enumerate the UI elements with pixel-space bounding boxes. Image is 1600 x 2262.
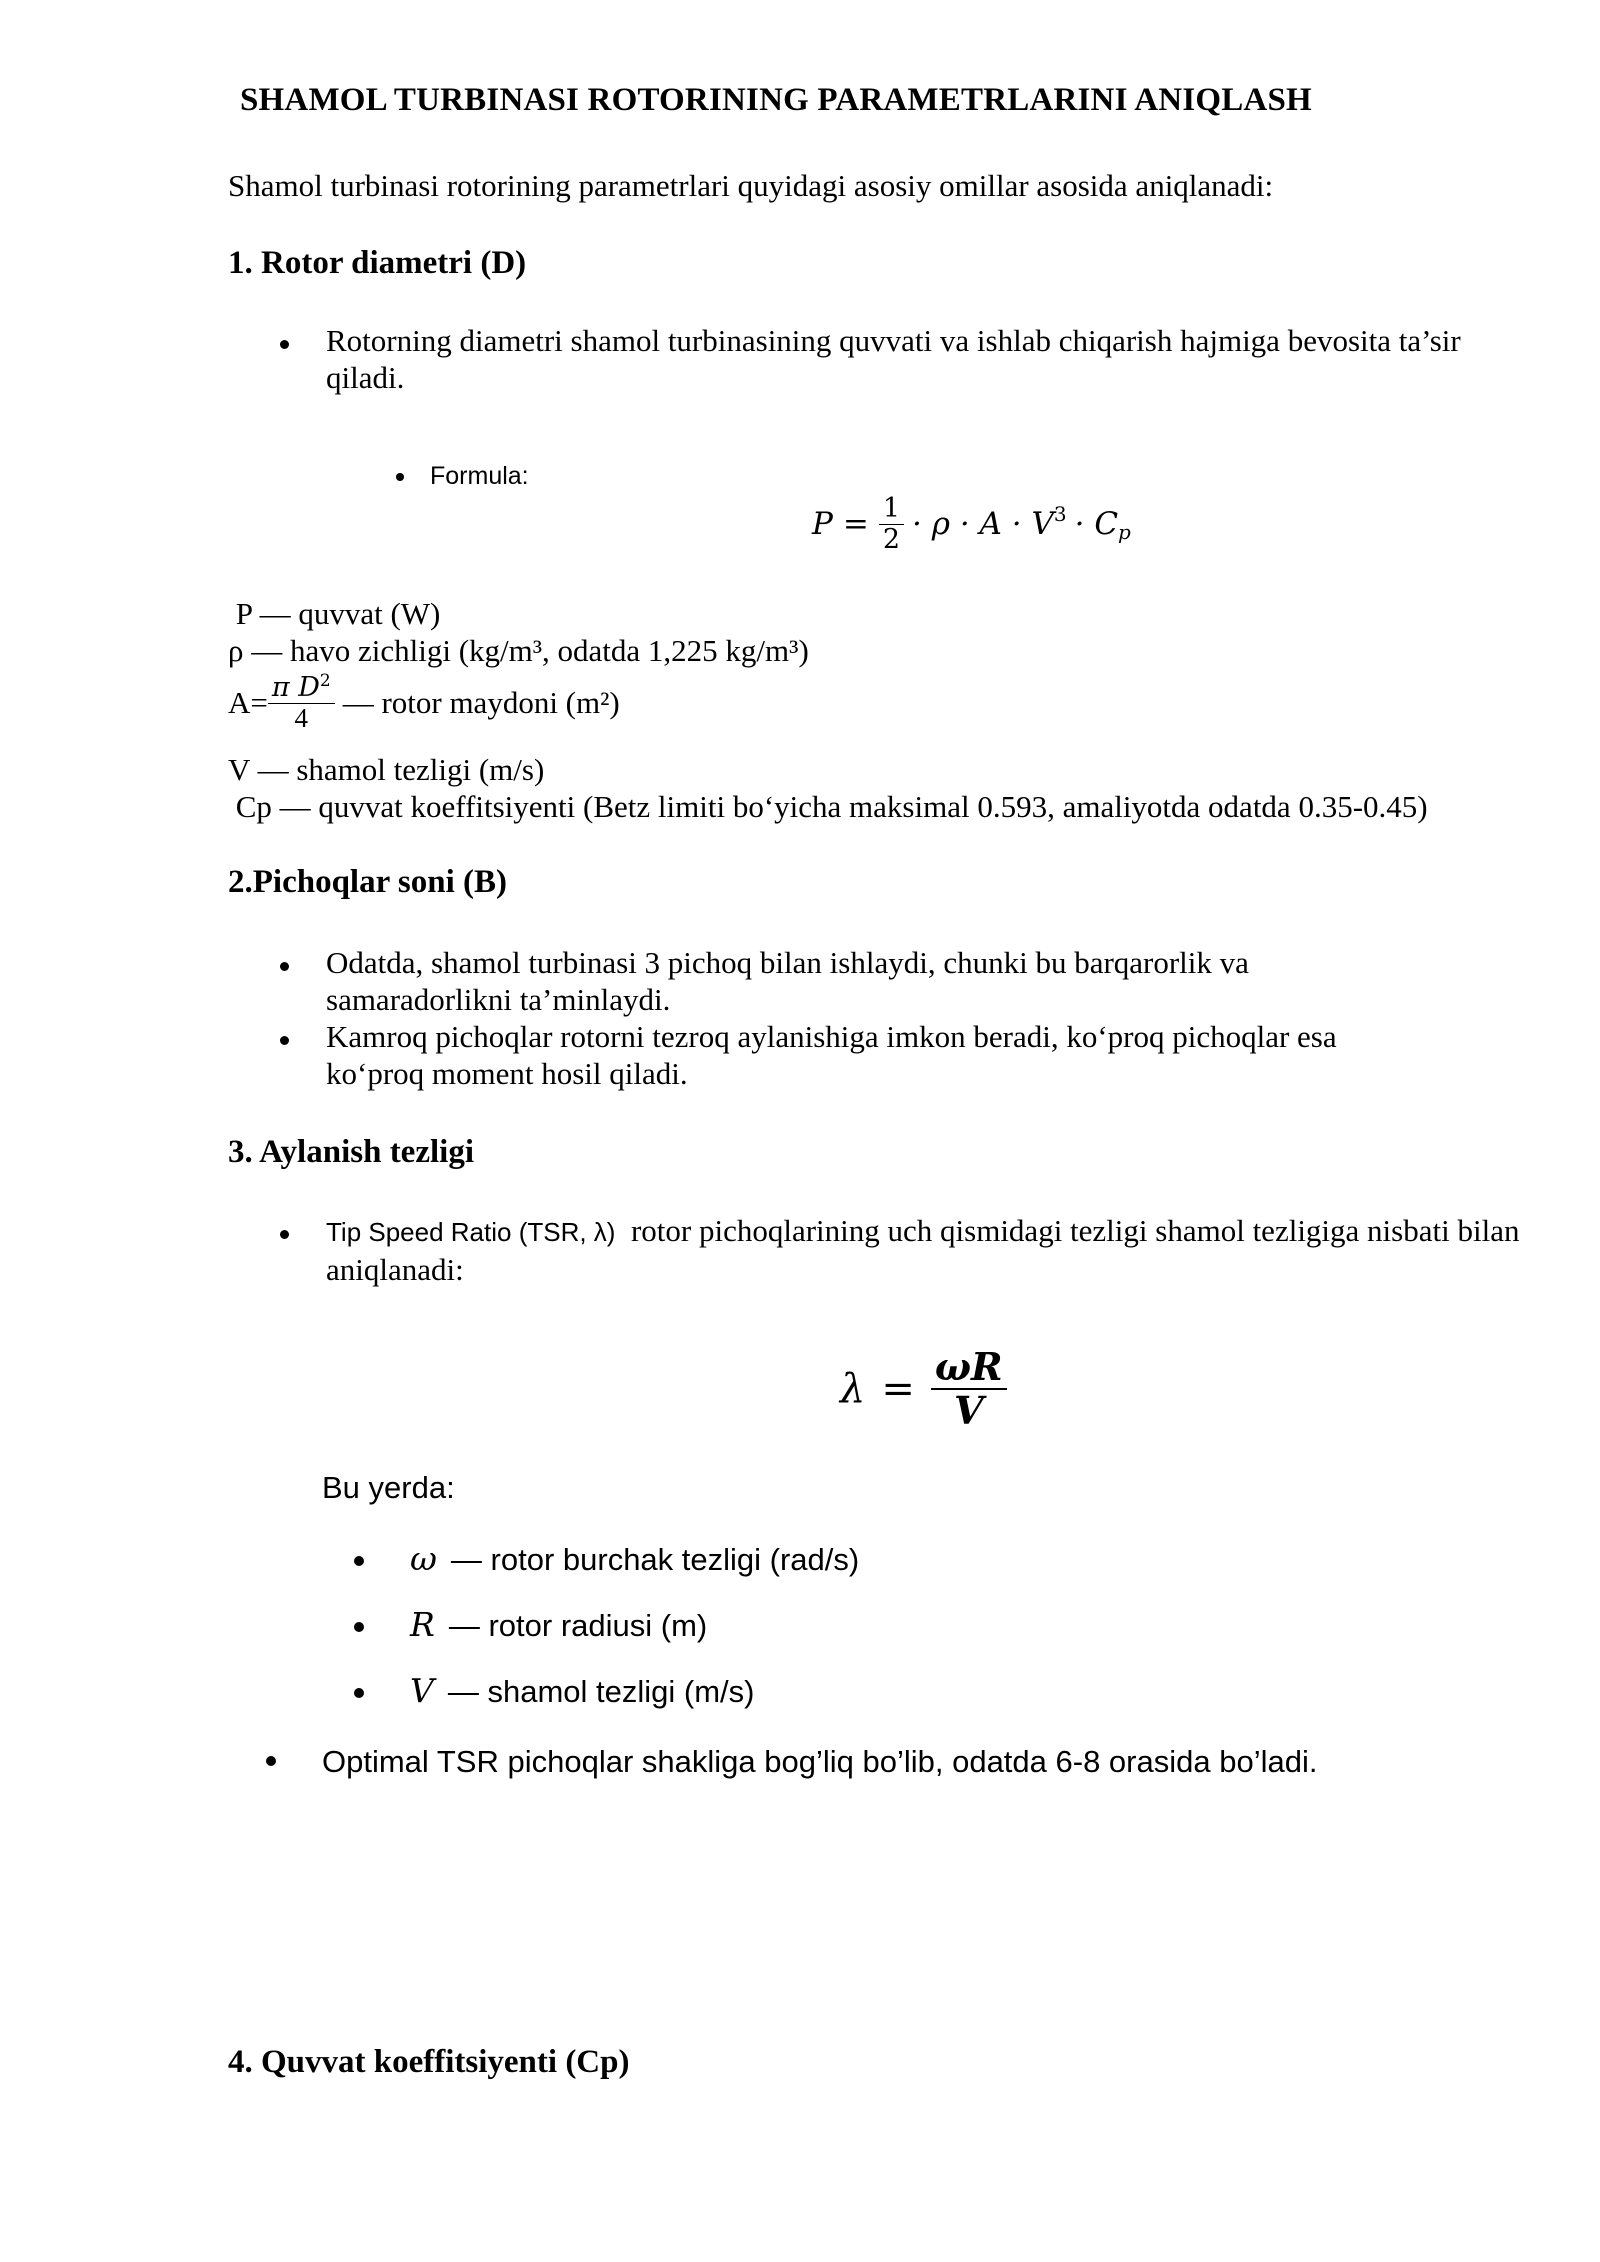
tsr-eq: = [881, 1365, 915, 1412]
v-text: — shamol tezligi (m/s) [447, 1674, 755, 1709]
where-item-r [410, 1605, 707, 1644]
area-den: 4 [294, 702, 309, 733]
bullet-dot [354, 1688, 364, 1698]
area-suffix: — rotor maydoni (m²) [342, 684, 620, 720]
bullet-dot [280, 340, 289, 349]
section4-heading: 4. Quvvat koeffitsiyenti (Cp) [228, 2044, 630, 2080]
bullet-dot [354, 1556, 364, 1566]
r-symbol: R [410, 1605, 435, 1644]
formula-fraction [879, 494, 904, 554]
where-item-omega [410, 1539, 859, 1578]
area-num-exp: 2 [319, 671, 331, 691]
area-num [268, 672, 335, 704]
formula-lhs: P [812, 506, 833, 543]
formula-num: 1 [879, 494, 904, 525]
bullet-dot [280, 1230, 289, 1239]
section3-heading: 3. Aylanish tezligi [228, 1134, 474, 1170]
formula-exp: 3 [1053, 502, 1067, 527]
bullet-dot [354, 1622, 364, 1632]
def-rho: ρ — havo zichligi (kg/m³, odatda 1,225 kg/m³) [228, 633, 809, 668]
tsr-fraction [931, 1346, 1007, 1432]
tsr-den: V [954, 1387, 984, 1433]
bullet-dot [266, 1756, 276, 1766]
section2-bullet-2: Kamroq pichoqlar rotorni tezroq aylanishiga imkon beradi, ko‘proq pichoqlar esa ko‘proq moment hosil qiladi. [326, 1019, 1337, 1091]
omega-text: — rotor burchak tezligi (rad/s) [450, 1542, 860, 1577]
tsr-num: ωR [931, 1346, 1007, 1390]
area-num-text: π D [271, 672, 320, 703]
formula-sub: p [1118, 520, 1131, 545]
section2-bullet-1: Odatda, shamol turbinasi 3 pichoq bilan ishlaydi, chunki bu barqarorlik va samaradorlikni ta’minlaydi. [326, 945, 1249, 1017]
tsr-lhs: λ [840, 1365, 866, 1412]
omega-symbol: ω [410, 1539, 437, 1578]
page-title: SHAMOL TURBINASI ROTORINING PARAMETRLARINI ANIQLASH [240, 82, 1312, 118]
formula-label: Formula: [430, 462, 529, 490]
power-formula [812, 494, 1131, 554]
formula-den: 2 [882, 523, 901, 555]
section1-heading: 1. Rotor diametri (D) [228, 245, 527, 281]
where-item-v [410, 1671, 754, 1710]
def-cp: Cp — quvvat koeffitsiyenti (Betz limiti bo‘yicha maksimal 0.593, amaliyotda odatda 0.35-0.45) [228, 789, 1428, 824]
formula-rest: · ρ · A · V [912, 506, 1054, 543]
tsr-formula [840, 1346, 1007, 1432]
bullet-dot [396, 473, 404, 481]
area-fraction [268, 672, 335, 733]
def-v: V — shamol tezligi (m/s) [228, 752, 545, 787]
tsr-text: rotor pichoqlarining uch qismidagi tezligi shamol tezligiga nisbati bilan aniqlanadi: [326, 1213, 1528, 1287]
def-p: P — quvvat (W) [228, 596, 441, 631]
optimal-tsr-text: Optimal TSR pichoqlar shakliga bog’liq bo’lib, odatda 6-8 orasida bo’ladi. [322, 1744, 1318, 1779]
section3-bullet [326, 1212, 1526, 1288]
bullet-dot [280, 962, 289, 971]
section1-bullet: Rotorning diametri shamol turbinasining quvvati va ishlab chiqarish hajmiga bevosita ta’sir qiladi. [326, 323, 1461, 395]
tsr-label: Tip Speed Ratio (TSR, λ) [326, 1217, 616, 1247]
formula-tail: · C [1074, 506, 1119, 543]
intro-text: Shamol turbinasi rotorining parametrlari quyidagi asosiy omillar asosida aniqlanadi: [228, 168, 1274, 203]
def-area [228, 672, 620, 733]
formula-eq: = [842, 506, 869, 543]
where-label: Bu yerda: [322, 1470, 455, 1505]
v-symbol: V [410, 1671, 434, 1710]
r-text: — rotor radiusi (m) [448, 1608, 708, 1643]
area-prefix: A= [228, 684, 268, 720]
bullet-dot [280, 1036, 289, 1045]
section2-heading: 2.Pichoqlar soni (B) [228, 864, 508, 900]
